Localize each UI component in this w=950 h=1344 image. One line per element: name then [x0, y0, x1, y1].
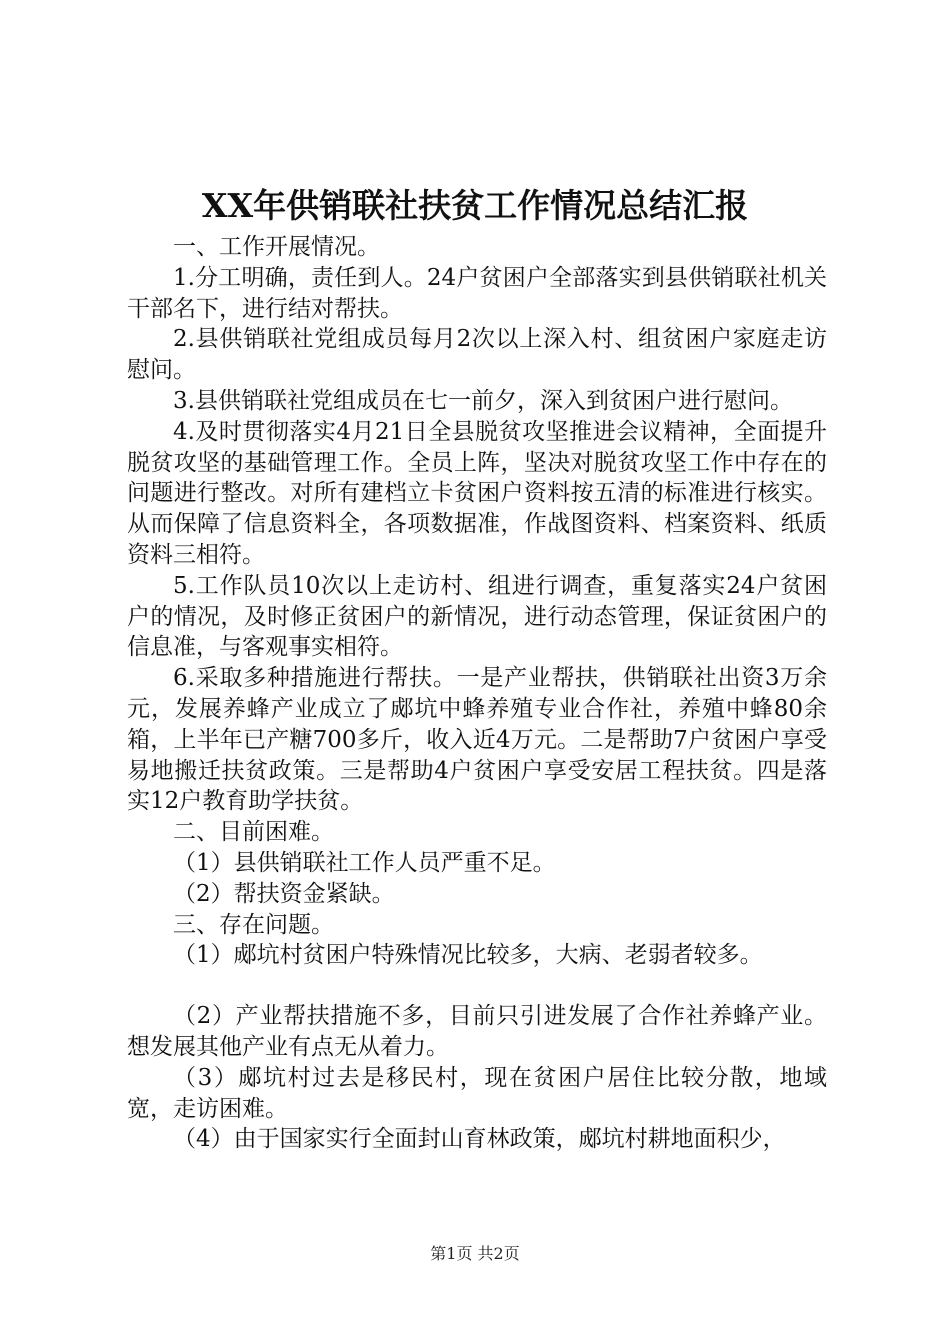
list-item: （4）由于国家实行全面封山育林政策，郕坑村耕地面积少，	[173, 1126, 786, 1153]
body-paragraph: 3.县供销联社党组成员在七一前夕，深入到贫困户进行慰问。	[173, 387, 793, 414]
section-heading-1: 一、工作开展情况。	[173, 234, 380, 260]
document-title: XX年供销联社扶贫工作情况总结汇报	[201, 186, 749, 225]
body-paragraph: 5.工作队员10次以上走访村、组进行调查，重复落实24户贫困户的情况，及时修正贫困户的新情况，进行动态管理，保证贫困户的信息准，与客观事实相符。	[127, 572, 827, 661]
list-item: （1）县供销联社工作人员严重不足。	[173, 849, 556, 876]
body-paragraph: 6.采取多种措施进行帮扶。一是产业帮扶，供销联社出资3万余元，发展养蜂产业成立了郕坑中蜂养殖专业合作社，养殖中蜂80余箱，上半年已产糖700多斤，收入近4万元。二是帮助7户贫困户享受易地搬迁扶贫政策。三是帮助4户贫困户享受安居工程扶贫。四是落实12户教育助学扶贫。	[127, 665, 827, 815]
list-item: （2）产业帮扶措施不多，目前只引进发展了合作社养蜂产业。想发展其他产业有点无从着力。	[127, 1003, 827, 1060]
list-item: （1）郕坑村贫困户特殊情况比较多，大病、老弱者较多。	[173, 942, 763, 969]
page-number-footer: 第1页 共2页	[430, 1244, 520, 1263]
body-paragraph: 4.及时贯彻落实4月21日全县脱贫攻坚推进会议精神，全面提升脱贫攻坚的基础管理工作。全员上阵，坚决对脱贫攻坚工作中存在的问题进行整改。对所有建档立卡贫困户资料按五清的标准进行核实。从而保障了信息资料全，各项数据准，作战图资料、档案资料、纸质资料三相符。	[127, 418, 827, 568]
list-item: （2）帮扶资金紧缺。	[173, 880, 395, 907]
section-heading-3: 三、存在问题。	[173, 911, 334, 938]
list-item: （3）郕坑村过去是移民村，现在贫困户居住比较分散，地域宽，走访困难。	[127, 1064, 827, 1122]
body-paragraph: 1.分工明确，责任到人。24户贫困户全部落实到县供销联社机关干部名下，进行结对帮扶。	[127, 264, 827, 322]
body-paragraph: 2.县供销联社党组成员每月2次以上深入村、组贫困户家庭走访慰问。	[127, 326, 827, 384]
document-body	[127, 232, 827, 1155]
section-heading-2: 二、目前困难。	[173, 819, 334, 846]
